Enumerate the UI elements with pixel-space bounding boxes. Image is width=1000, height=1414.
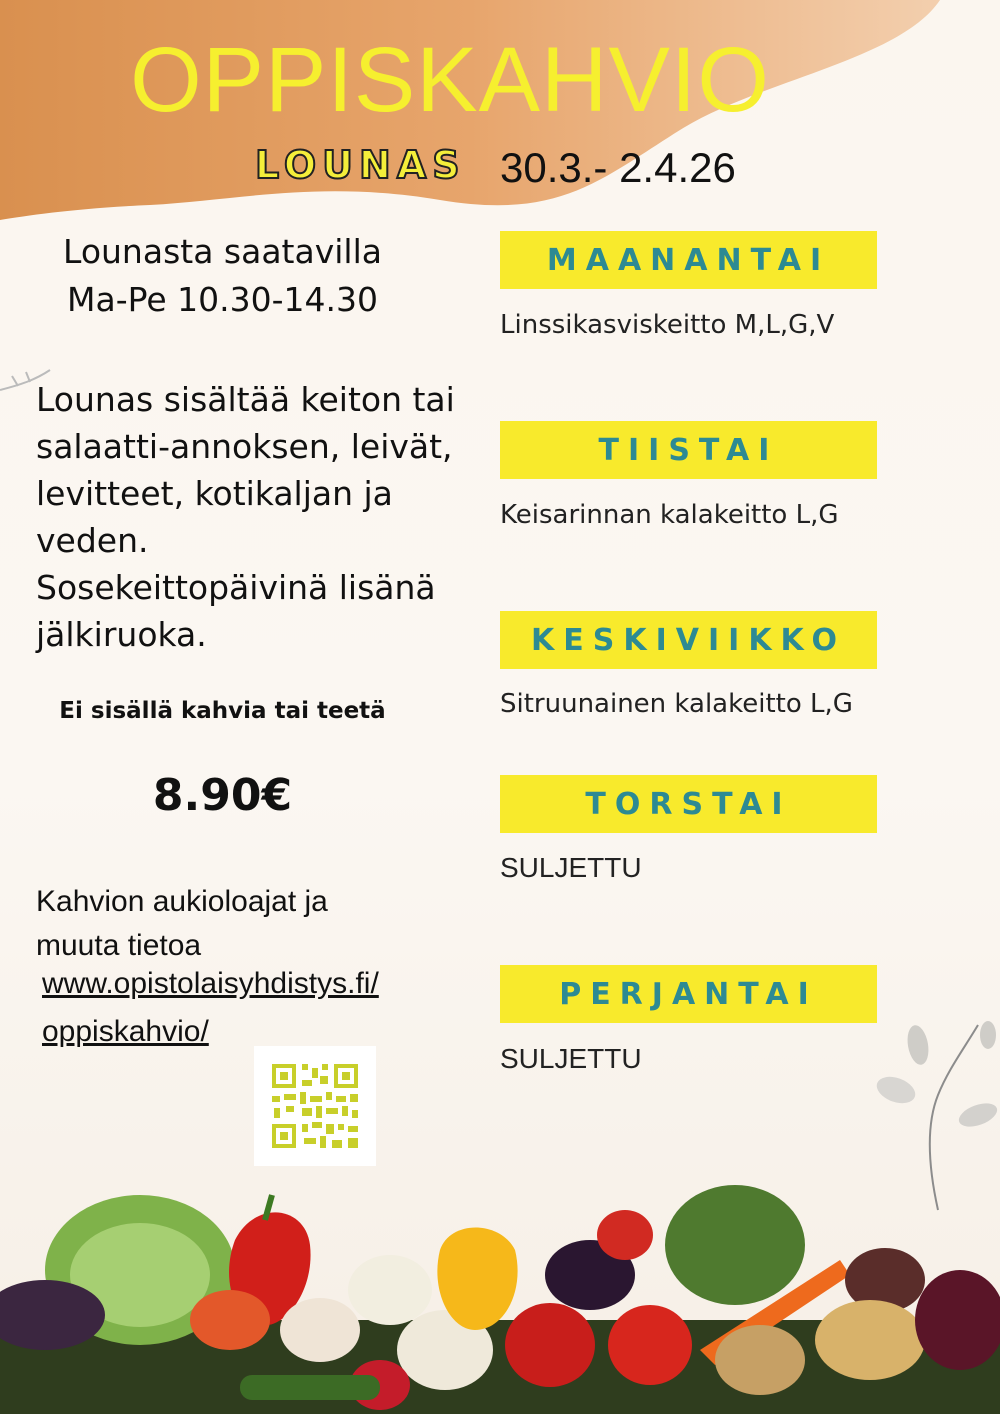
availability-line: Lounasta saatavilla [63, 232, 382, 271]
food-friday: SULJETTU [500, 1043, 642, 1074]
info-line: Kahvion aukioloajat ja [36, 885, 328, 918]
date-range: 30.3.- 2.4.26 [500, 144, 736, 191]
link-line[interactable]: oppiskahvio/ [42, 1015, 209, 1048]
food-wednesday: Sitruunainen kalakeitto L,G [500, 689, 853, 719]
description-line: veden. [36, 521, 149, 560]
info-text [36, 880, 416, 968]
day-header-monday: MAANANTAI [500, 231, 877, 289]
food-monday: Linssikasviskeitto M,L,G,V [500, 310, 835, 340]
lounas-label: LOUNAS [255, 143, 466, 187]
day-header-tuesday: TIISTAI [500, 421, 877, 479]
vegetables-image [0, 1180, 1000, 1414]
lunch-description [36, 376, 456, 658]
info-line: muuta tietoa [36, 929, 202, 962]
website-link[interactable] [42, 960, 442, 1056]
description-line: levitteet, kotikaljan ja [36, 474, 393, 513]
price: 8.90€ [152, 770, 293, 821]
leaf-branch-icon [0, 360, 60, 420]
food-thursday: SULJETTU [500, 852, 642, 883]
day-header-thursday: TORSTAI [500, 775, 877, 833]
description-line: jälkiruoka. [36, 615, 207, 654]
link-line[interactable]: www.opistolaisyhdistys.fi/ [42, 967, 379, 1000]
description-line: salaatti-annoksen, leivät, [36, 427, 453, 466]
day-header-wednesday: KESKIVIIKKO [500, 611, 877, 669]
availability-info [40, 228, 405, 324]
qr-code-icon[interactable] [254, 1046, 376, 1166]
page-title: OPPISKAHVIO [130, 29, 770, 131]
day-header-friday: PERJANTAI [500, 965, 877, 1023]
no-coffee-note: Ei sisällä kahvia tai teetä [59, 698, 386, 724]
food-tuesday: Keisarinnan kalakeitto L,G [500, 500, 839, 530]
hours-line: Ma-Pe 10.30-14.30 [67, 280, 378, 319]
description-line: Sosekeittopäivinä lisänä [36, 568, 436, 607]
description-line: Lounas sisältää keiton tai [36, 380, 455, 419]
